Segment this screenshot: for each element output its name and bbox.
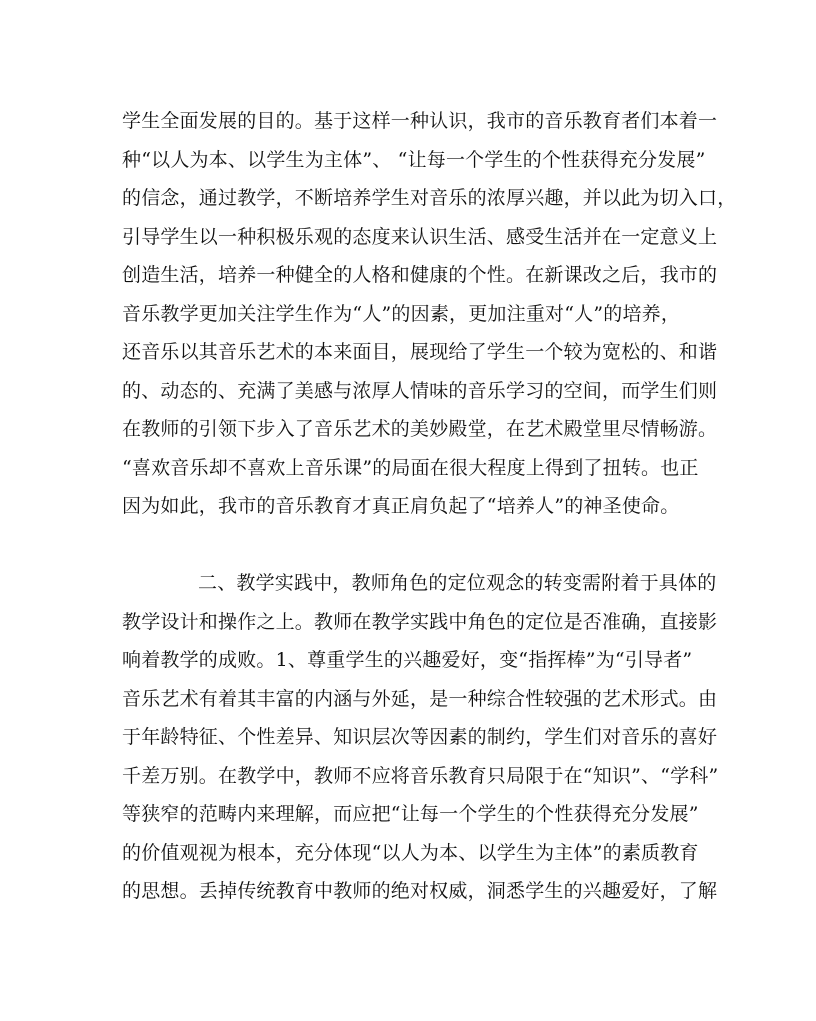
paragraph-line: 音乐艺术有着其丰富的内涵与外延，是一种综合性较强的艺术形式。由: [122, 687, 718, 710]
paragraph-line: 教学设计和操作之上。教师在教学实践中角色的定位是否准确，直接影: [122, 610, 718, 633]
paragraph-line: “喜欢音乐却不喜欢上音乐课”的局面在很大程度上得到了扭转。也正: [122, 456, 699, 479]
paragraph-line: 的价值观视为根本，充分体现“以人为本、以学生为主体”的素质教育: [122, 841, 699, 864]
paragraph-line: 等狭窄的范畴内来理解，而应把“让每一个学生的个性获得充分发展”: [122, 803, 699, 825]
paragraph-1: [122, 102, 737, 526]
paragraph-line: 还音乐以其音乐艺术的本来面目，展现给了学生一个较为宽松的、和谐: [122, 341, 718, 363]
paragraph-line: 种“以人为本、以学生为主体”、 “让每一个学生的个性获得充分发展”: [122, 148, 706, 171]
paragraph-line: 二、教学实践中，教师角色的定位观念的转变需附着于具体的: [198, 572, 717, 594]
paragraph-line: 因为如此，我市的音乐教育才真正肩负起了“培养人”的神圣使命。: [122, 495, 680, 517]
paragraph-line: 创造生活，培养一种健全的人格和健康的个性。在新课改之后，我市的: [122, 264, 718, 286]
paragraph-line: 的、动态的、充满了美感与浓厚人情味的音乐学习的空间，而学生们则: [122, 379, 718, 402]
paragraph-line: 在教师的引领下步入了音乐艺术的美妙殿堂，在艺术殿堂里尽情畅游。: [122, 418, 718, 440]
paragraph-line: 于年龄特征、个性差异、知识层次等因素的制约，学生们对音乐的喜好: [122, 726, 718, 748]
paragraph-line: 音乐教学更加关注学生作为“人”的因素，更加注重对“人”的培养，: [122, 302, 681, 325]
paragraph-line: 引导学生以一种积极乐观的态度来认识生活、感受生活并在一定意义上: [122, 225, 718, 248]
paragraph-line: 的信念，通过教学，不断培养学生对音乐的浓厚兴趣，并以此为切入口，: [122, 187, 737, 209]
paragraph-line: 千差万别。在教学中，教师不应将音乐教育只局限于在“知识”、“学科”: [122, 764, 719, 787]
paragraph-2: [122, 564, 719, 911]
paragraph-line: 的思想。丢掉传统教育中教师的绝对权威，洞悉学生的兴趣爱好，了解: [122, 880, 718, 902]
paragraph-line: 响着教学的成败。1、尊重学生的兴趣爱好，变“指挥棒”为“引导者”: [122, 649, 693, 671]
paragraph-line: 学生全面发展的目的。基于这样一种认识，我市的音乐教育者们本着一: [122, 110, 718, 132]
